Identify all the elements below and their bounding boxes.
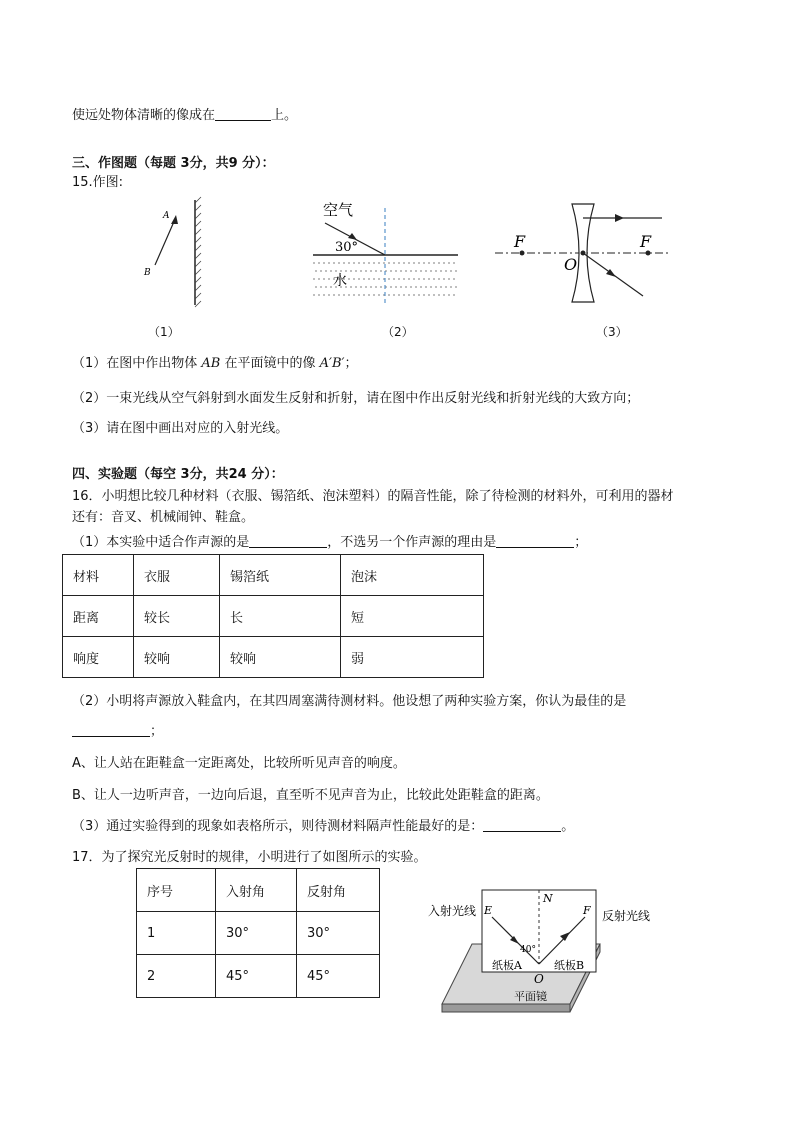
incident-ray-label: 入射光线 <box>428 904 477 918</box>
option-a: A、让人站在距鞋盒一定距离处，比较所听见声音的响度。 <box>72 756 406 771</box>
angle-label: 30° <box>335 240 359 255</box>
q16-line1: 16．小明想比较几种材料（衣服、锡箔纸、泡沫塑料）的隔音性能，除了待检测的材料外，可利用的器材 <box>72 489 674 504</box>
table-row <box>63 555 484 596</box>
answer-blank[interactable] <box>72 722 150 737</box>
label-f: F <box>583 904 591 917</box>
mirror-hatching <box>195 197 201 307</box>
q16-part1-text: （1）本实验中适合作声源的是 <box>72 535 250 550</box>
focal-point-left <box>520 251 525 256</box>
top-line-text: 使远处物体清晰的像成在 <box>72 108 216 123</box>
top-line <box>72 104 297 123</box>
table-cell: 泡沫 <box>341 555 484 596</box>
q16-part1-end: ； <box>574 535 588 550</box>
table-16 <box>62 554 484 678</box>
angle-40-label: 40° <box>520 945 536 955</box>
q16-part2: （2）小明将声源放入鞋盒内，在其四周塞满待测材料。他设想了两种实验方案，你认为最佳的是 <box>72 694 627 709</box>
q15-part2: （2）一束光线从空气斜射到水面发生反射和折射，请在图中作出反射光线和折射光线的大致方向； <box>72 391 640 406</box>
label-b: B <box>144 268 151 278</box>
table-cell: 30° <box>216 912 297 955</box>
q15-part1 <box>72 352 358 371</box>
label-e: E <box>484 904 493 917</box>
label-a: A <box>163 211 170 221</box>
answer-blank[interactable] <box>483 817 561 832</box>
table-cell: 入射角 <box>216 869 297 912</box>
reflected-ray-label: 反射光线 <box>602 909 651 923</box>
label-o: O <box>534 972 544 986</box>
q16-line2: 还有：音叉、机械闹钟、鞋盒。 <box>72 510 255 525</box>
table-row <box>137 869 380 912</box>
table-cell: 较响 <box>220 637 341 678</box>
table-cell: 30° <box>297 912 380 955</box>
figure-3-concave-lens <box>490 198 670 308</box>
label-f-right: F <box>640 232 652 251</box>
table-row <box>63 596 484 637</box>
section4-title: 四、实验题（每空 3分，共24 分）： <box>72 467 284 482</box>
section3-title: 三、作图题（每题 3分，共9 分）： <box>72 156 275 171</box>
option-b: B、让人一边听声音，一边向后退，直至听不见声音为止，比较此处距鞋盒的距离。 <box>72 788 549 803</box>
q15-part1-end: ； <box>344 356 358 371</box>
table-cell: 1 <box>137 912 216 955</box>
q15-part1-mid: 在平面镜中的像 <box>220 356 320 371</box>
table-cell: 序号 <box>137 869 216 912</box>
mirror-label: 平面镜 <box>514 990 547 1003</box>
optical-center <box>581 251 586 256</box>
ray-arrowhead-1 <box>615 214 624 222</box>
q17-text: 17．为了探究光反射时的规律，小明进行了如图所示的实验。 <box>72 850 427 865</box>
q16-part3 <box>72 815 574 834</box>
air-label: 空气 <box>323 201 354 219</box>
table-cell: 弱 <box>341 637 484 678</box>
q15-label: 15.作图: <box>72 175 124 190</box>
q15-part3: （3）请在图中画出对应的入射光线。 <box>72 421 289 436</box>
board-a-label: 纸板A <box>492 959 522 972</box>
var-image: A′B′ <box>319 356 345 371</box>
label-n: N <box>543 892 553 905</box>
caption-2: （2） <box>382 325 414 339</box>
answer-blank[interactable] <box>496 533 574 548</box>
plane-mirror-front <box>442 1004 570 1012</box>
table-row <box>137 955 380 998</box>
table-cell: 长 <box>220 596 341 637</box>
q16-part1 <box>72 531 587 550</box>
table-cell: 45° <box>216 955 297 998</box>
table-cell: 较长 <box>134 596 220 637</box>
q15-part1-text: （1）在图中作出物体 <box>72 356 202 371</box>
table-cell: 距离 <box>63 596 134 637</box>
caption-3: （3） <box>596 325 628 339</box>
object-ab <box>155 217 176 265</box>
q16-part3-text: （3）通过实验得到的现象如表格所示，则待测材料隔声性能最好的是： <box>72 819 484 834</box>
figure-2-refraction <box>305 193 465 308</box>
q16-part2-answer <box>72 720 163 739</box>
table-17 <box>136 868 380 998</box>
caption-1: （1） <box>148 325 180 339</box>
q16-part3-end: 。 <box>561 819 575 834</box>
water-label: 水 <box>333 273 347 289</box>
incident-arrowhead <box>348 233 357 240</box>
focal-point-right <box>646 251 651 256</box>
label-o: O <box>564 255 578 274</box>
table-cell: 反射角 <box>297 869 380 912</box>
table-cell: 锡箔纸 <box>220 555 341 596</box>
table-row <box>137 912 380 955</box>
q16-part1-mid: ，不选另一个作声源的理由是 <box>327 535 497 550</box>
top-line-end: 上。 <box>271 108 298 123</box>
table-cell: 短 <box>341 596 484 637</box>
table-cell: 响度 <box>63 637 134 678</box>
table-cell: 较响 <box>134 637 220 678</box>
object-arrowhead <box>171 215 178 224</box>
figure-1-plane-mirror <box>135 195 215 310</box>
table-row <box>63 637 484 678</box>
answer-blank[interactable] <box>249 533 327 548</box>
answer-blank[interactable] <box>215 106 271 121</box>
table-cell: 2 <box>137 955 216 998</box>
figure-17-reflection <box>420 882 670 1017</box>
table-cell: 45° <box>297 955 380 998</box>
table-cell: 材料 <box>63 555 134 596</box>
var-ab: AB <box>201 356 221 371</box>
label-f-left: F <box>514 232 526 251</box>
q16-part2-end: ； <box>150 724 164 739</box>
table-cell: 衣服 <box>134 555 220 596</box>
board-b-label: 纸板B <box>554 959 585 972</box>
